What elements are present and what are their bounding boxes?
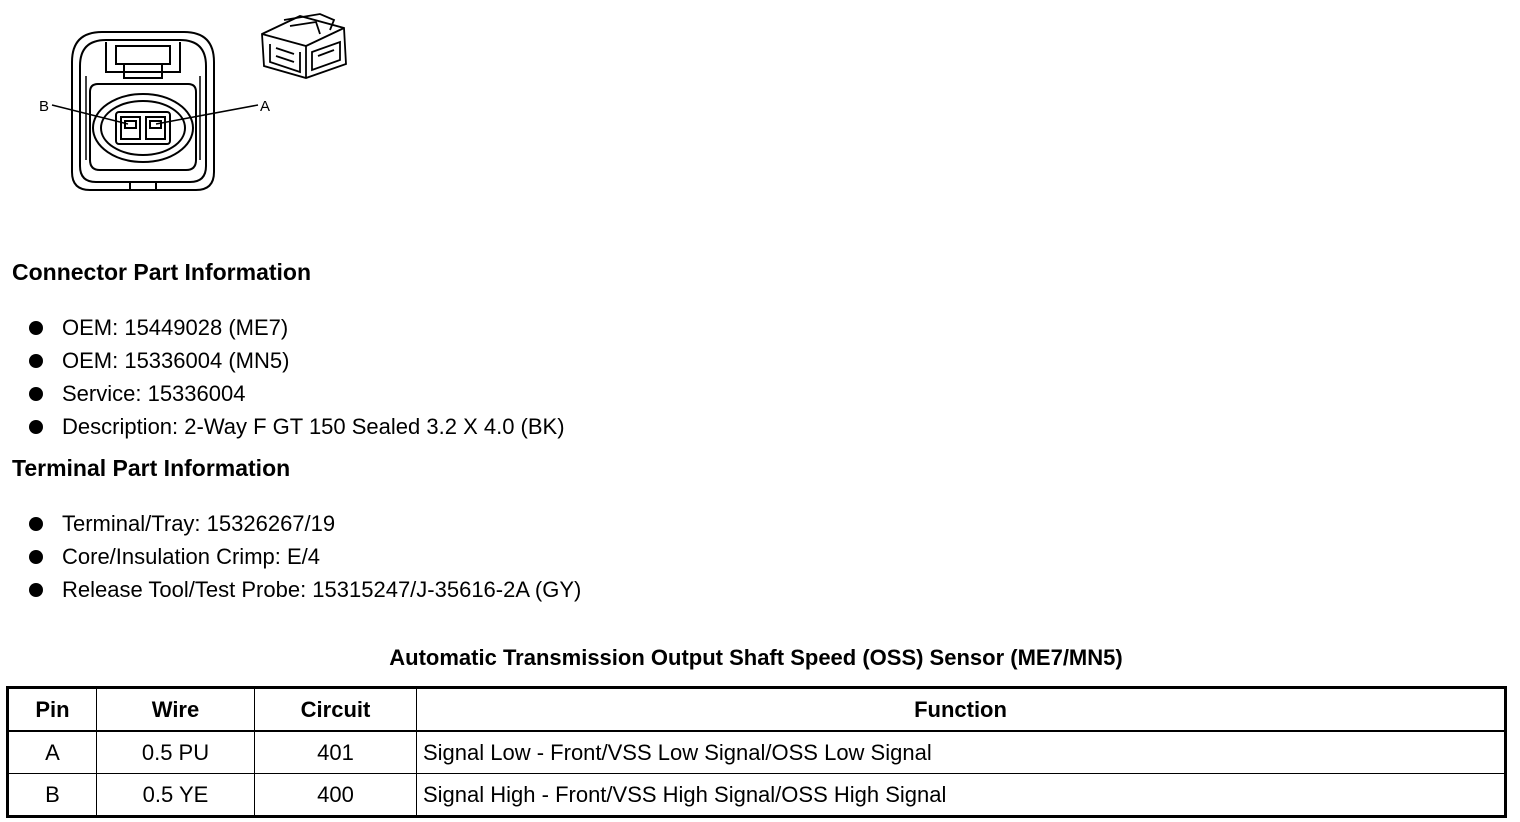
bullet-icon [29,354,43,368]
list-item-text: Description: 2-Way F GT 150 Sealed 3.2 X 4.0 (BK) [62,414,565,439]
bullet-icon [29,387,43,401]
circuit-cell: 401 [255,731,417,774]
terminal-part-list [0,507,581,606]
pin-cell: B [8,774,97,817]
list-item [0,540,581,573]
function-cell: Signal Low - Front/VSS Low Signal/OSS Low Signal [417,731,1506,774]
pin-b-label: B [39,98,50,115]
connector-part-heading: Connector Part Information [12,259,312,285]
list-item-text: Service: 15336004 [62,381,246,406]
pin-table [6,686,1507,818]
table-row [8,731,1506,774]
bullet-icon [29,583,43,597]
connector-isometric-drawing [262,14,346,78]
column-header-circuit: Circuit [255,688,417,732]
list-item-text: OEM: 15336004 (MN5) [62,348,290,373]
column-header-pin: Pin [8,688,97,732]
connector-part-list [0,311,565,443]
bullet-icon [29,321,43,335]
bullet-icon [29,517,43,531]
table-row [8,774,1506,817]
circuit-cell: 400 [255,774,417,817]
list-item [0,344,565,377]
function-cell: Signal High - Front/VSS High Signal/OSS High Signal [417,774,1506,817]
terminal-part-heading: Terminal Part Information [12,455,291,481]
list-item-text: Terminal/Tray: 15326267/19 [62,511,336,536]
wire-cell: 0.5 YE [97,774,255,817]
wire-cell: 0.5 PU [97,731,255,774]
connector-face-drawing [72,32,214,190]
list-item [0,311,565,344]
list-item-text: Core/Insulation Crimp: E/4 [62,544,320,569]
list-item [0,507,581,540]
column-header-wire: Wire [97,688,255,732]
pin-table-title: Automatic Transmission Output Shaft Speed (OSS) Sensor (ME7/MN5) [389,645,1123,670]
bullet-icon [29,550,43,564]
pin-cell: A [8,731,97,774]
pin-a-label: A [260,98,271,115]
list-item [0,410,565,443]
list-item-text: OEM: 15449028 (ME7) [62,315,289,340]
connector-diagram [0,0,380,200]
list-item-text: Release Tool/Test Probe: 15315247/J-35616-2A (GY) [62,577,582,602]
table-header-row [8,688,1506,732]
bullet-icon [29,420,43,434]
list-item [0,573,581,606]
list-item [0,377,565,410]
column-header-function: Function [417,688,1506,732]
